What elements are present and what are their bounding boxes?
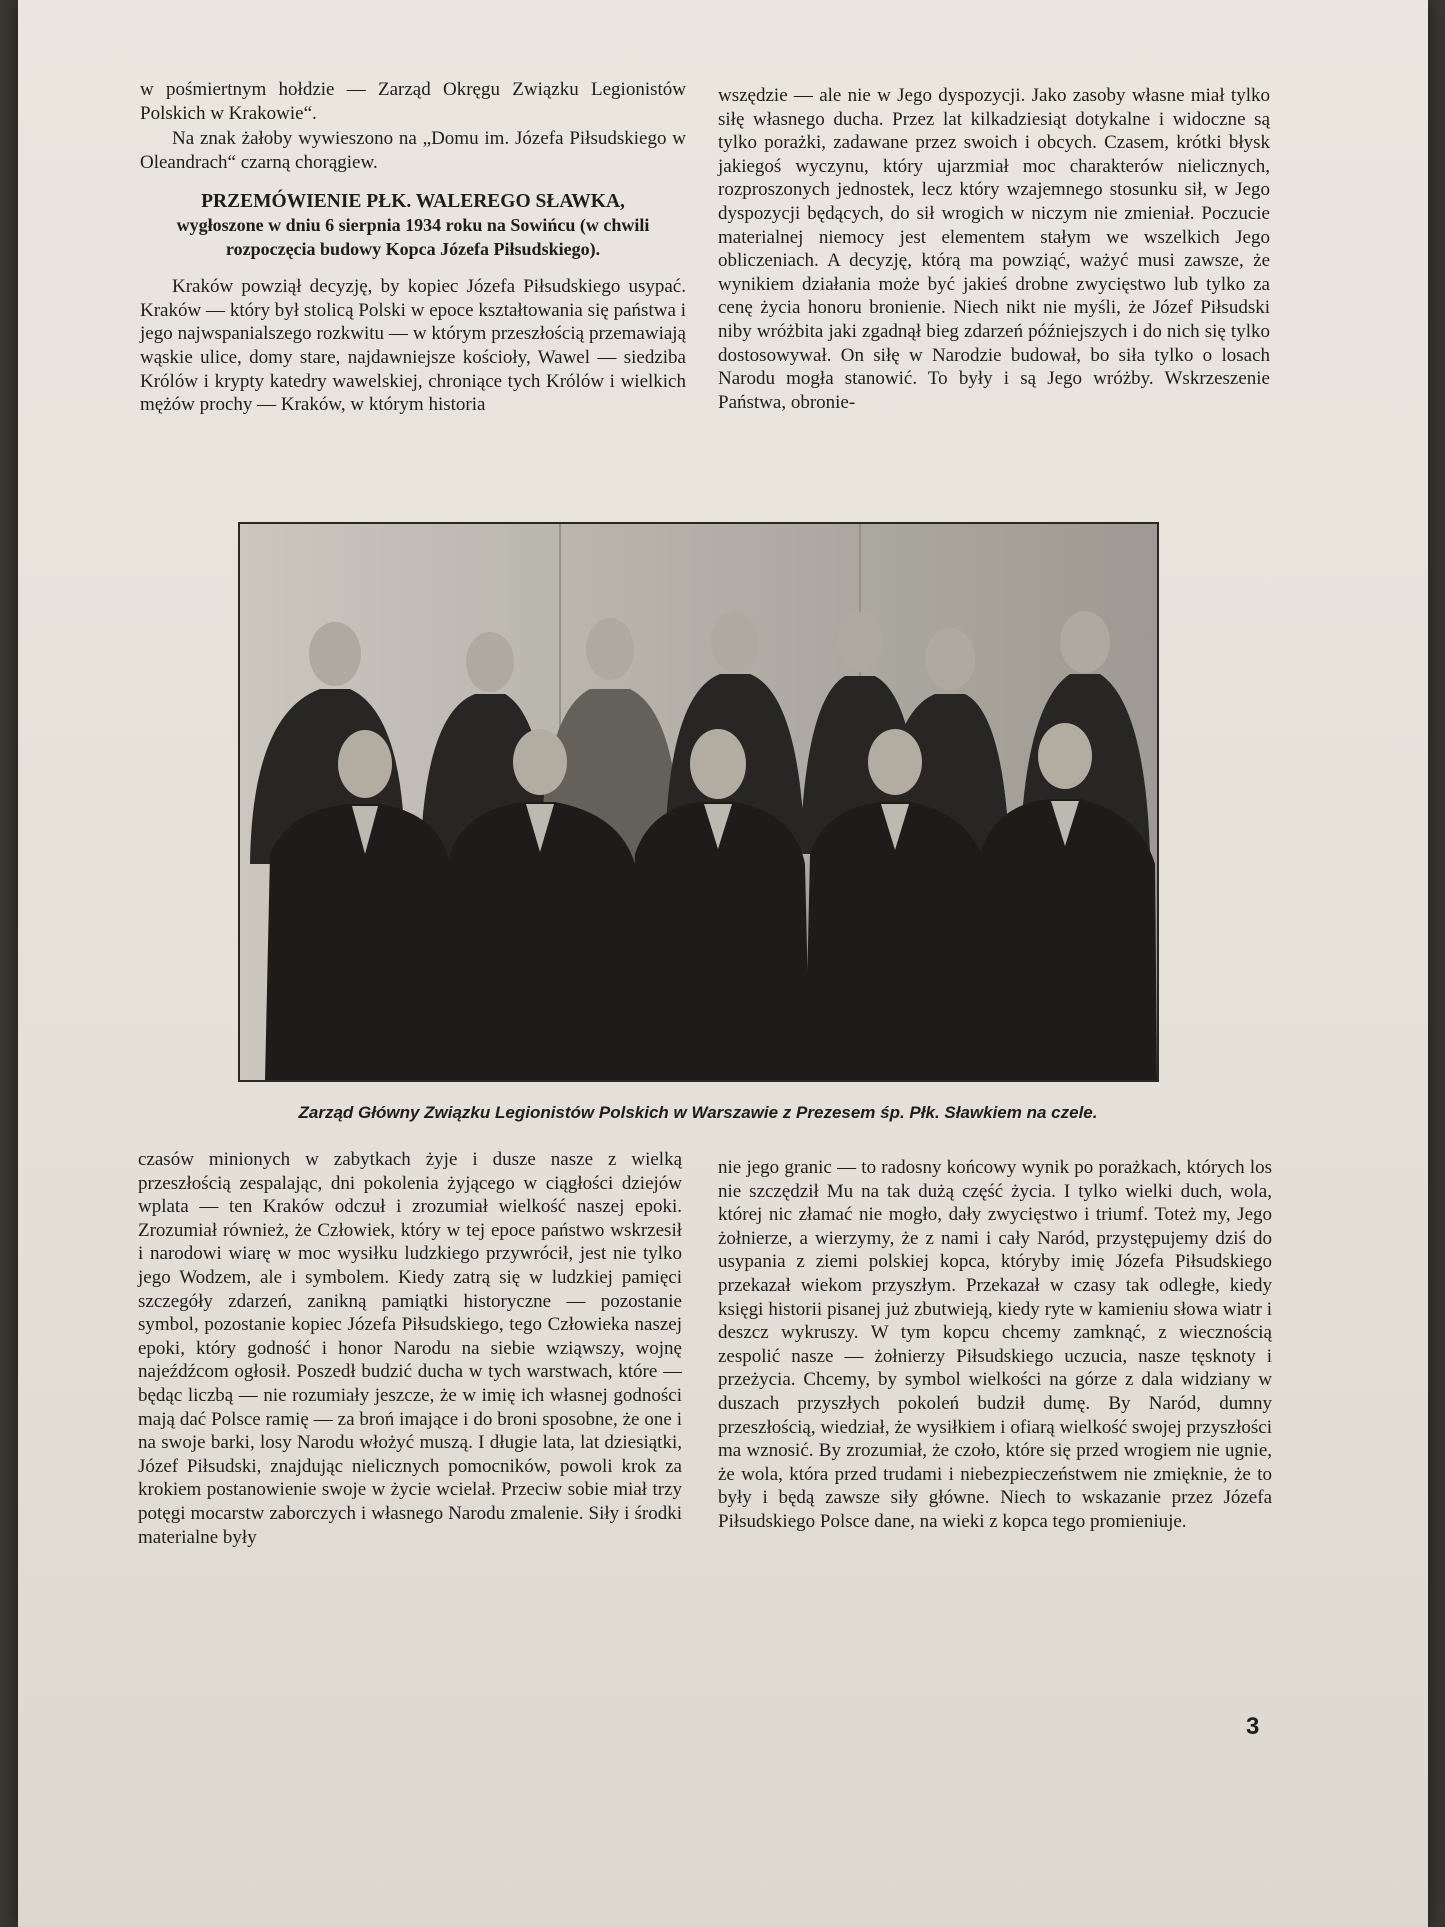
speech-heading [140,190,686,261]
speech-paragraph-bottom-right: nie jego granic — to radosny końcowy wynik po porażkach, których los nie szczędził Mu na tak dużą część życia. I tylko wielki duch, wola, której nic złamać nie mogło, dały zwycięstwo i triumf. Toteż my, Jego żołnierze, a wierzymy, że z nami i cały Naród, przystępujemy dziś do usypania z ziemi polskiej kopca, któryby imię Józefa Piłsudskiego przekazał wiekom przyszłym. Przekazał w czasy tak odległe, kiedy księgi historii pisanej już zbutwieją, kiedy ryte w kamieniu słowa wiatr i deszcz wykruszy. W tym kopcu chcemy zamknąć, z wiecznością zespolić nasze — żołnierzy Piłsudskiego uczucia, nasze tęsknoty i przeżycia. Chcemy, by symbol wielkości na górze z dala widziany w duszach przyszłych pokoleń budził dumę. By Naród, dumny przeszłością, wiedział, że wysiłkiem i ofiarą wielkość swojej przyszłości ma wznosić. By zrozumiał, że czoło, które się przed wrogiem nie ugnie, że wola, która przed trudami i niebezpieczeństwem nie zmięknie, że to były i będą zawsze siły główne. Niech to wskazanie przez Józefa Piłsudskiego Polsce dane, na wieki z kopca tego promieniuje. [718,1157,1272,1532]
paragraph-mourning-flag: Na znak żałoby wywieszono na „Domu im. Józefa Piłsudskiego w Oleandrach“ czarną chorągiew. [140,128,686,173]
page-number: 3 [1246,1713,1260,1740]
group-photograph [238,522,1159,1082]
photo-caption: Zarząd Główny Związku Legionistów Polskich w Warszawie z Prezesem śp. Płk. Sławkiem na czele. [298,1103,1098,1122]
speech-paragraph-bottom-left: czasów minionych w zabytkach żyje i dusze nasze z wielką przeszłością zespalając, dni pokolenia żyjącego w ciągłości dziejów wplata — ten Kraków odczuł i zrozumiał wielkość naszej epoki. Zrozumiał również, że Człowiek, który w tej epoce państwo wskrzesił i narodowi wiarę w moc wysiłku ludzkiego przywrócił, jest nie tylko jego Wodzem, ale i symbolem. Kiedy zatrą się w ludzkiej pamięci szczegóły zdarzeń, zanikną pamiątki historyczne — pozostanie symbol, pozostanie kopiec Józefa Piłsudskiego, tego Człowieka naszej epoki, który godność i honor Narodu na siebie wziąwszy, wojnę najeźdźcom ogłosił. Poszedł budzić ducha w tych warstwach, które — będąc liczbą — nie rozumiały jeszcze, że w imię ich własnej godności mają dać Polsce ramię — za broń imające i do broni sposobne, że one i na swoje barki, losy Narodu włożyć muszą. I długie lata, lat dziesiątki, Józef Piłsudski, znajdując nielicznych pomocników, powoli krok za krokiem postanowienie swoje w życie wcielał. Przeciw sobie miał trzy potęgi mocarstw zaborczych i własnego Narodu zmalenie. Siły i środki materialne były [138,1149,682,1548]
bottom-left-column [138,1148,682,1549]
magazine-page [18,0,1428,1927]
top-right-column [718,84,1270,414]
speech-heading-subtitle: wygłoszone w dniu 6 sierpnia 1934 roku na Sowińcu (w chwili rozpoczęcia budowy Kopca Józefa Piłsudskiego). [176,214,650,259]
top-left-column [140,78,686,417]
speech-heading-title: PRZEMÓWIENIE PŁK. WALEREGO SŁAWKA, [201,191,625,213]
speech-opening-paragraph: Kraków powziął decyzję, by kopiec Józefa Piłsudskiego usypać. Kraków — który był stolicą Polski w epoce kształtowania się państwa i jego najwspanialszego rozkwitu — w którym przeszłością przemawiają wąskie ulice, domy stare, najdawniejsze kościoły, Wawel — siedziba Królów i krypty katedry wawelskiej, chroniące tych Królów i wielkich mężów prochy — Kraków, w którym historia [140,276,686,416]
speech-paragraph-right: wszędzie — ale nie w Jego dyspozycji. Jako zasoby własne miał tylko siłę własnego ducha. Przez lat kilkadziesiąt dotykalne i widoczne są tylko porażki, zadawane przez swoich i obcych. Czasem, krótki błysk jakiegoś wyczynu, który ujarzmiał moc charakterów nielicznych, rozproszonych jednostek, lecz który wzajemnego stosunku sił, w Jego dyspozycji będących, do sił wrogich w niczym nie zmieniał. Poczucie materialnej niemocy jest elementem stałym we wszelkich Jego obliczeniach. A decyzję, którą ma powziąć, ważyć musi zawsze, że wynikiem działania może być jakieś drobne zwycięstwo lub tylko za cenę życia honoru bronienie. Niech nikt nie myśli, że Józef Piłsudski niby wróżbita jaki zgadnął bieg zdarzeń późniejszych i do nich się tylko dostosowywał. On siłę w Narodzie budował, bo siła tylko o losach Narodu mogła stanowić. To były i są Jego wróżby. Wskrzeszenie Państwa, obronie- [718,85,1270,413]
paragraph-tribute: w pośmiertnym hołdzie — Zarząd Okręgu Związku Legionistów Polskich w Krakowie“. [140,79,686,124]
bottom-right-column [718,1156,1272,1534]
